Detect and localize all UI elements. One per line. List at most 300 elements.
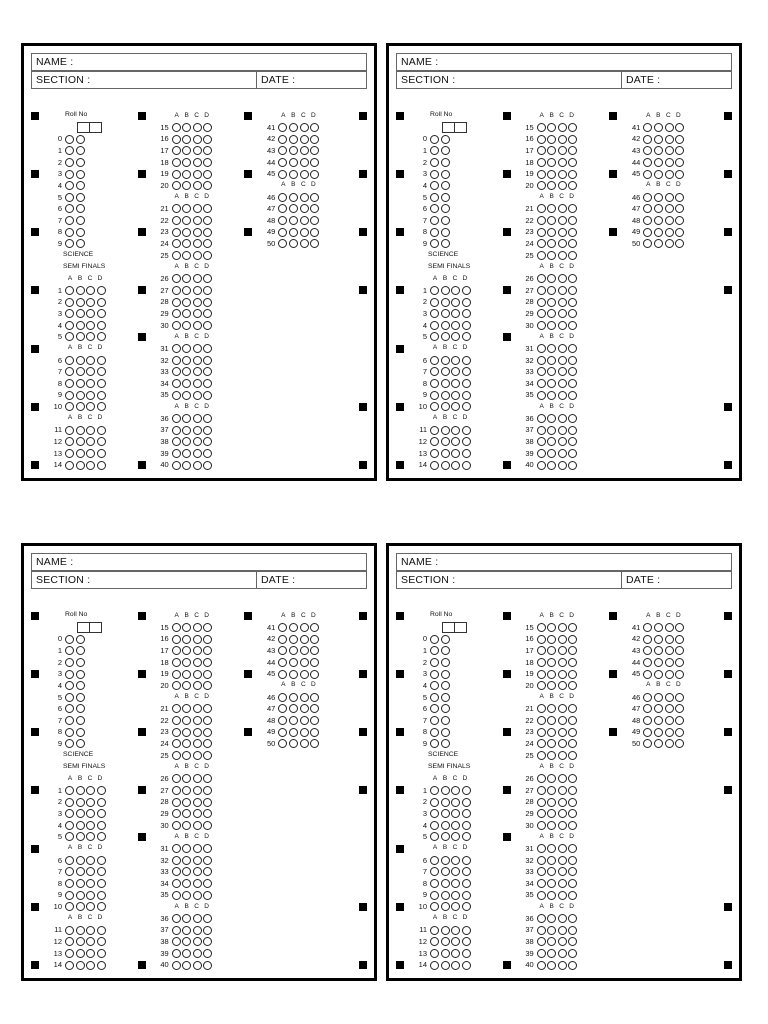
answer-bubble[interactable] — [547, 286, 556, 295]
answer-bubble[interactable] — [558, 809, 567, 818]
answer-bubble[interactable] — [193, 774, 202, 783]
answer-bubble[interactable] — [182, 449, 191, 458]
answer-bubble[interactable] — [654, 239, 663, 248]
answer-bubble[interactable] — [182, 635, 191, 644]
answer-bubble[interactable] — [193, 821, 202, 830]
answer-bubble[interactable] — [441, 937, 450, 946]
answer-bubble[interactable] — [300, 239, 309, 248]
answer-bubble[interactable] — [441, 181, 450, 190]
answer-bubble[interactable] — [76, 658, 85, 667]
answer-bubble[interactable] — [462, 786, 471, 795]
answer-bubble[interactable] — [547, 879, 556, 888]
answer-bubble[interactable] — [172, 135, 181, 144]
answer-bubble[interactable] — [547, 658, 556, 667]
answer-bubble[interactable] — [289, 146, 298, 155]
answer-bubble[interactable] — [462, 798, 471, 807]
answer-bubble[interactable] — [203, 716, 212, 725]
answer-bubble[interactable] — [547, 867, 556, 876]
answer-bubble[interactable] — [172, 344, 181, 353]
answer-bubble[interactable] — [558, 146, 567, 155]
answer-bubble[interactable] — [182, 961, 191, 970]
answer-bubble[interactable] — [558, 658, 567, 667]
answer-bubble[interactable] — [300, 635, 309, 644]
answer-bubble[interactable] — [430, 286, 439, 295]
answer-bubble[interactable] — [76, 391, 85, 400]
answer-bubble[interactable] — [65, 298, 74, 307]
answer-bubble[interactable] — [86, 891, 95, 900]
answer-bubble[interactable] — [310, 728, 319, 737]
answer-bubble[interactable] — [278, 658, 287, 667]
answer-bubble[interactable] — [193, 856, 202, 865]
answer-bubble[interactable] — [547, 426, 556, 435]
roll-digit-box[interactable] — [90, 122, 102, 133]
answer-bubble[interactable] — [65, 367, 74, 376]
answer-bubble[interactable] — [300, 739, 309, 748]
answer-bubble[interactable] — [278, 170, 287, 179]
answer-bubble[interactable] — [97, 367, 106, 376]
answer-bubble[interactable] — [537, 181, 546, 190]
answer-bubble[interactable] — [441, 135, 450, 144]
answer-bubble[interactable] — [172, 414, 181, 423]
answer-bubble[interactable] — [203, 298, 212, 307]
answer-bubble[interactable] — [310, 135, 319, 144]
answer-bubble[interactable] — [451, 298, 460, 307]
answer-bubble[interactable] — [430, 832, 439, 841]
answer-bubble[interactable] — [675, 228, 684, 237]
answer-bubble[interactable] — [451, 402, 460, 411]
answer-bubble[interactable] — [451, 867, 460, 876]
answer-bubble[interactable] — [568, 414, 577, 423]
answer-bubble[interactable] — [537, 658, 546, 667]
answer-bubble[interactable] — [97, 809, 106, 818]
answer-bubble[interactable] — [76, 437, 85, 446]
answer-bubble[interactable] — [97, 309, 106, 318]
answer-bubble[interactable] — [300, 228, 309, 237]
answer-bubble[interactable] — [65, 356, 74, 365]
answer-bubble[interactable] — [203, 646, 212, 655]
answer-bubble[interactable] — [558, 239, 567, 248]
answer-bubble[interactable] — [86, 809, 95, 818]
answer-bubble[interactable] — [86, 379, 95, 388]
answer-bubble[interactable] — [547, 809, 556, 818]
answer-bubble[interactable] — [172, 704, 181, 713]
answer-bubble[interactable] — [172, 123, 181, 132]
answer-bubble[interactable] — [558, 449, 567, 458]
answer-bubble[interactable] — [430, 716, 439, 725]
answer-bubble[interactable] — [86, 391, 95, 400]
answer-bubble[interactable] — [568, 774, 577, 783]
answer-bubble[interactable] — [430, 146, 439, 155]
answer-bubble[interactable] — [97, 379, 106, 388]
answer-bubble[interactable] — [193, 181, 202, 190]
answer-bubble[interactable] — [172, 367, 181, 376]
answer-bubble[interactable] — [172, 926, 181, 935]
answer-bubble[interactable] — [289, 158, 298, 167]
answer-bubble[interactable] — [441, 716, 450, 725]
answer-bubble[interactable] — [86, 426, 95, 435]
answer-bubble[interactable] — [462, 402, 471, 411]
roll-number-boxes[interactable] — [77, 622, 102, 633]
answer-bubble[interactable] — [558, 670, 567, 679]
answer-bubble[interactable] — [172, 879, 181, 888]
answer-bubble[interactable] — [76, 170, 85, 179]
answer-bubble[interactable] — [547, 344, 556, 353]
answer-bubble[interactable] — [193, 356, 202, 365]
answer-bubble[interactable] — [430, 391, 439, 400]
answer-bubble[interactable] — [675, 623, 684, 632]
answer-bubble[interactable] — [278, 635, 287, 644]
answer-bubble[interactable] — [675, 135, 684, 144]
answer-bubble[interactable] — [568, 949, 577, 958]
answer-bubble[interactable] — [203, 286, 212, 295]
answer-bubble[interactable] — [300, 193, 309, 202]
answer-bubble[interactable] — [193, 379, 202, 388]
answer-bubble[interactable] — [203, 809, 212, 818]
answer-bubble[interactable] — [568, 891, 577, 900]
answer-bubble[interactable] — [430, 204, 439, 213]
answer-bubble[interactable] — [547, 146, 556, 155]
answer-bubble[interactable] — [203, 449, 212, 458]
answer-bubble[interactable] — [76, 239, 85, 248]
answer-bubble[interactable] — [451, 798, 460, 807]
answer-bubble[interactable] — [462, 379, 471, 388]
answer-bubble[interactable] — [547, 379, 556, 388]
answer-bubble[interactable] — [537, 170, 546, 179]
answer-bubble[interactable] — [76, 228, 85, 237]
answer-bubble[interactable] — [430, 332, 439, 341]
answer-bubble[interactable] — [430, 681, 439, 690]
answer-bubble[interactable] — [65, 135, 74, 144]
answer-bubble[interactable] — [430, 879, 439, 888]
answer-bubble[interactable] — [430, 321, 439, 330]
answer-bubble[interactable] — [76, 809, 85, 818]
answer-bubble[interactable] — [430, 786, 439, 795]
answer-bubble[interactable] — [76, 693, 85, 702]
answer-bubble[interactable] — [558, 716, 567, 725]
answer-bubble[interactable] — [537, 961, 546, 970]
answer-bubble[interactable] — [182, 646, 191, 655]
answer-bubble[interactable] — [97, 391, 106, 400]
answer-bubble[interactable] — [76, 879, 85, 888]
answer-bubble[interactable] — [441, 809, 450, 818]
answer-bubble[interactable] — [278, 146, 287, 155]
answer-bubble[interactable] — [97, 867, 106, 876]
answer-bubble[interactable] — [86, 461, 95, 470]
answer-bubble[interactable] — [665, 170, 674, 179]
answer-bubble[interactable] — [537, 856, 546, 865]
answer-bubble[interactable] — [643, 635, 652, 644]
answer-bubble[interactable] — [665, 146, 674, 155]
answer-bubble[interactable] — [182, 158, 191, 167]
answer-bubble[interactable] — [558, 391, 567, 400]
answer-bubble[interactable] — [441, 402, 450, 411]
answer-bubble[interactable] — [172, 146, 181, 155]
answer-bubble[interactable] — [278, 646, 287, 655]
answer-bubble[interactable] — [172, 728, 181, 737]
answer-bubble[interactable] — [86, 902, 95, 911]
answer-bubble[interactable] — [203, 681, 212, 690]
answer-bubble[interactable] — [441, 437, 450, 446]
answer-bubble[interactable] — [568, 658, 577, 667]
answer-bubble[interactable] — [537, 786, 546, 795]
answer-bubble[interactable] — [193, 461, 202, 470]
answer-bubble[interactable] — [310, 635, 319, 644]
answer-bubble[interactable] — [300, 123, 309, 132]
answer-bubble[interactable] — [193, 204, 202, 213]
answer-bubble[interactable] — [203, 821, 212, 830]
answer-bubble[interactable] — [289, 193, 298, 202]
answer-bubble[interactable] — [568, 204, 577, 213]
roll-digit-box[interactable] — [442, 622, 455, 633]
answer-bubble[interactable] — [182, 891, 191, 900]
answer-bubble[interactable] — [451, 961, 460, 970]
answer-bubble[interactable] — [462, 879, 471, 888]
answer-bubble[interactable] — [547, 623, 556, 632]
answer-bubble[interactable] — [289, 693, 298, 702]
answer-bubble[interactable] — [310, 716, 319, 725]
answer-bubble[interactable] — [547, 821, 556, 830]
answer-bubble[interactable] — [76, 379, 85, 388]
answer-bubble[interactable] — [558, 204, 567, 213]
answer-bubble[interactable] — [278, 193, 287, 202]
answer-bubble[interactable] — [203, 274, 212, 283]
answer-bubble[interactable] — [462, 391, 471, 400]
answer-bubble[interactable] — [76, 739, 85, 748]
answer-bubble[interactable] — [665, 623, 674, 632]
answer-bubble[interactable] — [193, 961, 202, 970]
answer-bubble[interactable] — [558, 158, 567, 167]
answer-bubble[interactable] — [86, 356, 95, 365]
answer-bubble[interactable] — [430, 670, 439, 679]
answer-bubble[interactable] — [537, 937, 546, 946]
answer-bubble[interactable] — [65, 181, 74, 190]
answer-bubble[interactable] — [203, 146, 212, 155]
answer-bubble[interactable] — [289, 704, 298, 713]
answer-bubble[interactable] — [547, 158, 556, 167]
answer-bubble[interactable] — [675, 123, 684, 132]
answer-bubble[interactable] — [451, 809, 460, 818]
answer-bubble[interactable] — [558, 867, 567, 876]
answer-bubble[interactable] — [558, 739, 567, 748]
answer-bubble[interactable] — [441, 193, 450, 202]
answer-bubble[interactable] — [182, 798, 191, 807]
answer-bubble[interactable] — [430, 158, 439, 167]
section-date-field[interactable] — [31, 571, 367, 589]
answer-bubble[interactable] — [558, 891, 567, 900]
answer-bubble[interactable] — [441, 832, 450, 841]
answer-bubble[interactable] — [451, 786, 460, 795]
answer-bubble[interactable] — [558, 286, 567, 295]
answer-bubble[interactable] — [643, 693, 652, 702]
answer-bubble[interactable] — [65, 658, 74, 667]
answer-bubble[interactable] — [65, 704, 74, 713]
answer-bubble[interactable] — [65, 426, 74, 435]
answer-bubble[interactable] — [643, 158, 652, 167]
answer-bubble[interactable] — [665, 704, 674, 713]
answer-bubble[interactable] — [65, 961, 74, 970]
answer-bubble[interactable] — [441, 704, 450, 713]
answer-bubble[interactable] — [430, 635, 439, 644]
answer-bubble[interactable] — [172, 623, 181, 632]
answer-bubble[interactable] — [76, 856, 85, 865]
answer-bubble[interactable] — [430, 356, 439, 365]
answer-bubble[interactable] — [441, 391, 450, 400]
answer-bubble[interactable] — [86, 926, 95, 935]
answer-bubble[interactable] — [193, 681, 202, 690]
answer-bubble[interactable] — [76, 867, 85, 876]
answer-bubble[interactable] — [203, 123, 212, 132]
answer-bubble[interactable] — [76, 891, 85, 900]
answer-bubble[interactable] — [310, 123, 319, 132]
answer-bubble[interactable] — [76, 332, 85, 341]
answer-bubble[interactable] — [441, 635, 450, 644]
answer-bubble[interactable] — [537, 414, 546, 423]
answer-bubble[interactable] — [441, 728, 450, 737]
answer-bubble[interactable] — [430, 856, 439, 865]
section-date-field[interactable] — [31, 71, 367, 89]
answer-bubble[interactable] — [172, 856, 181, 865]
answer-bubble[interactable] — [547, 449, 556, 458]
answer-bubble[interactable] — [289, 123, 298, 132]
answer-bubble[interactable] — [86, 937, 95, 946]
answer-bubble[interactable] — [537, 867, 546, 876]
answer-bubble[interactable] — [441, 867, 450, 876]
answer-bubble[interactable] — [568, 449, 577, 458]
answer-bubble[interactable] — [665, 193, 674, 202]
answer-bubble[interactable] — [97, 402, 106, 411]
answer-bubble[interactable] — [182, 879, 191, 888]
answer-bubble[interactable] — [547, 298, 556, 307]
answer-bubble[interactable] — [568, 681, 577, 690]
answer-bubble[interactable] — [172, 961, 181, 970]
answer-bubble[interactable] — [558, 937, 567, 946]
answer-bubble[interactable] — [451, 461, 460, 470]
answer-bubble[interactable] — [193, 170, 202, 179]
answer-bubble[interactable] — [97, 321, 106, 330]
answer-bubble[interactable] — [65, 693, 74, 702]
answer-bubble[interactable] — [76, 356, 85, 365]
answer-bubble[interactable] — [182, 391, 191, 400]
answer-bubble[interactable] — [182, 728, 191, 737]
answer-bubble[interactable] — [451, 426, 460, 435]
answer-bubble[interactable] — [172, 786, 181, 795]
answer-bubble[interactable] — [430, 437, 439, 446]
answer-bubble[interactable] — [203, 774, 212, 783]
answer-bubble[interactable] — [193, 798, 202, 807]
answer-bubble[interactable] — [430, 402, 439, 411]
answer-bubble[interactable] — [537, 821, 546, 830]
answer-bubble[interactable] — [665, 728, 674, 737]
answer-bubble[interactable] — [172, 426, 181, 435]
answer-bubble[interactable] — [430, 193, 439, 202]
answer-bubble[interactable] — [310, 623, 319, 632]
answer-bubble[interactable] — [537, 391, 546, 400]
answer-bubble[interactable] — [537, 426, 546, 435]
answer-bubble[interactable] — [278, 135, 287, 144]
answer-bubble[interactable] — [76, 158, 85, 167]
answer-bubble[interactable] — [278, 123, 287, 132]
answer-bubble[interactable] — [430, 216, 439, 225]
answer-bubble[interactable] — [172, 274, 181, 283]
answer-bubble[interactable] — [86, 821, 95, 830]
answer-bubble[interactable] — [430, 135, 439, 144]
answer-bubble[interactable] — [76, 949, 85, 958]
answer-bubble[interactable] — [430, 367, 439, 376]
answer-bubble[interactable] — [451, 356, 460, 365]
answer-bubble[interactable] — [278, 216, 287, 225]
answer-bubble[interactable] — [203, 309, 212, 318]
answer-bubble[interactable] — [182, 251, 191, 260]
answer-bubble[interactable] — [76, 728, 85, 737]
answer-bubble[interactable] — [97, 437, 106, 446]
answer-bubble[interactable] — [278, 228, 287, 237]
answer-bubble[interactable] — [568, 961, 577, 970]
answer-bubble[interactable] — [675, 670, 684, 679]
answer-bubble[interactable] — [451, 821, 460, 830]
answer-bubble[interactable] — [172, 181, 181, 190]
answer-bubble[interactable] — [568, 123, 577, 132]
answer-bubble[interactable] — [430, 937, 439, 946]
answer-bubble[interactable] — [86, 949, 95, 958]
answer-bubble[interactable] — [97, 961, 106, 970]
answer-bubble[interactable] — [665, 670, 674, 679]
answer-bubble[interactable] — [76, 402, 85, 411]
answer-bubble[interactable] — [182, 670, 191, 679]
answer-bubble[interactable] — [537, 461, 546, 470]
answer-bubble[interactable] — [172, 891, 181, 900]
answer-bubble[interactable] — [537, 356, 546, 365]
answer-bubble[interactable] — [182, 321, 191, 330]
answer-bubble[interactable] — [172, 356, 181, 365]
answer-bubble[interactable] — [310, 146, 319, 155]
answer-bubble[interactable] — [172, 798, 181, 807]
answer-bubble[interactable] — [76, 786, 85, 795]
answer-bubble[interactable] — [547, 670, 556, 679]
answer-bubble[interactable] — [76, 367, 85, 376]
answer-bubble[interactable] — [568, 867, 577, 876]
answer-bubble[interactable] — [289, 739, 298, 748]
answer-bubble[interactable] — [182, 739, 191, 748]
answer-bubble[interactable] — [86, 298, 95, 307]
answer-bubble[interactable] — [568, 158, 577, 167]
answer-bubble[interactable] — [310, 739, 319, 748]
answer-bubble[interactable] — [558, 309, 567, 318]
answer-bubble[interactable] — [441, 367, 450, 376]
answer-bubble[interactable] — [300, 658, 309, 667]
answer-bubble[interactable] — [182, 926, 191, 935]
answer-bubble[interactable] — [172, 298, 181, 307]
answer-bubble[interactable] — [182, 681, 191, 690]
answer-bubble[interactable] — [193, 658, 202, 667]
answer-bubble[interactable] — [76, 181, 85, 190]
answer-bubble[interactable] — [193, 635, 202, 644]
answer-bubble[interactable] — [300, 728, 309, 737]
answer-bubble[interactable] — [182, 367, 191, 376]
answer-bubble[interactable] — [97, 332, 106, 341]
answer-bubble[interactable] — [193, 670, 202, 679]
answer-bubble[interactable] — [451, 902, 460, 911]
answer-bubble[interactable] — [558, 344, 567, 353]
answer-bubble[interactable] — [568, 798, 577, 807]
answer-bubble[interactable] — [675, 158, 684, 167]
answer-bubble[interactable] — [547, 461, 556, 470]
answer-bubble[interactable] — [430, 426, 439, 435]
answer-bubble[interactable] — [289, 658, 298, 667]
answer-bubble[interactable] — [654, 658, 663, 667]
answer-bubble[interactable] — [568, 228, 577, 237]
answer-bubble[interactable] — [97, 902, 106, 911]
answer-bubble[interactable] — [203, 658, 212, 667]
